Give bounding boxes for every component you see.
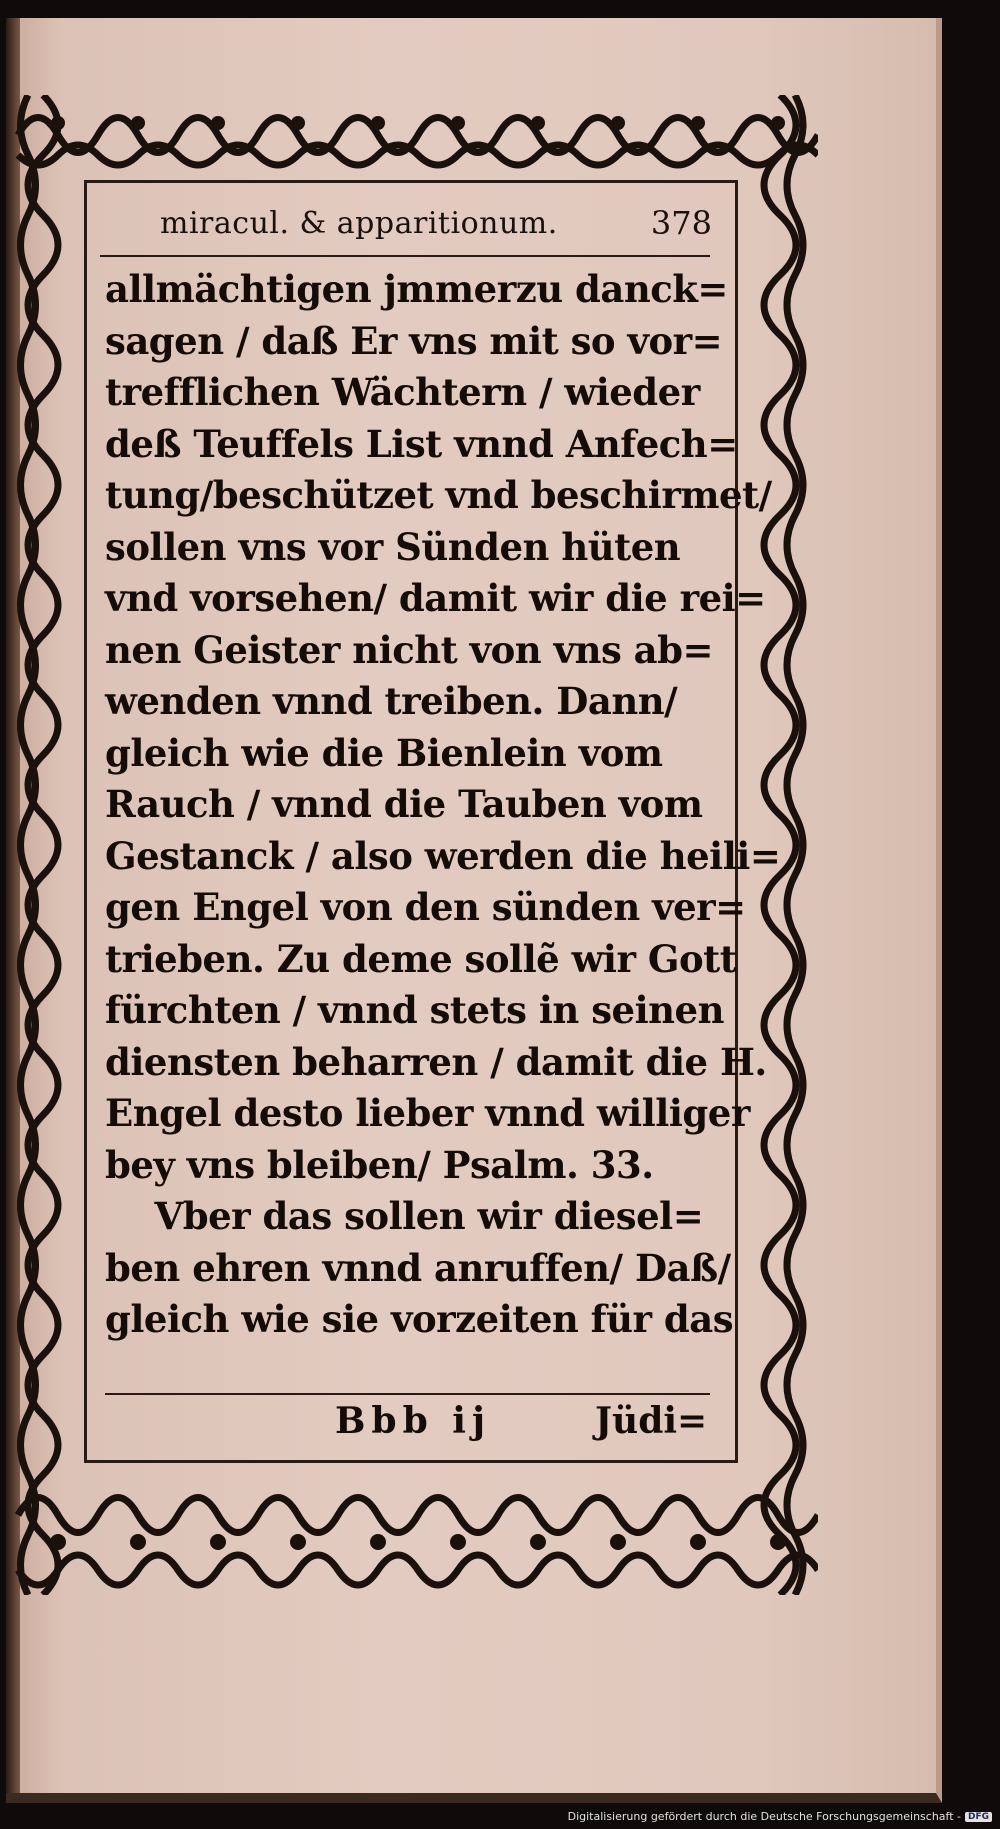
text-line: sollen vns vor Sünden hüten	[105, 524, 681, 569]
text-line: gleich wie die Bienlein vom	[105, 730, 663, 775]
text-line: allmächtigen jmmerzu danck=	[105, 267, 728, 311]
dfg-logo: DFG	[965, 1812, 992, 1822]
text-line: Engel desto lieber vnnd williger	[105, 1091, 750, 1135]
text-line: diensten beharren / damit die H.	[105, 1039, 767, 1084]
text-line: trieben. Zu deme sollẽ wir Gott	[105, 936, 737, 981]
header-rule	[100, 255, 710, 257]
text-line: sagen / daß Er vns mit so vor=	[105, 318, 723, 363]
credit-text: Digitalisierung gefördert durch die Deutsche Forschungsgemeinschaft -	[567, 1810, 961, 1823]
page-number: 378	[650, 204, 712, 242]
text-line: wenden vnnd treiben. Dann/	[105, 679, 678, 723]
text-line: gen Engel von den sünden ver=	[105, 885, 746, 929]
text-line: bey vns bleiben/ Psalm. 33.	[105, 1142, 654, 1187]
text-line: deß Teuffels List vnnd Anfech=	[105, 421, 738, 466]
body-text	[105, 264, 781, 1346]
text-line: vnd vorsehen/ damit wir die rei=	[105, 576, 766, 620]
catchword: Jüdi=	[595, 1400, 708, 1442]
footer-rule	[105, 1393, 710, 1395]
ornamental-border-left	[8, 95, 78, 1595]
ornamental-border-top	[8, 95, 818, 179]
signature-mark: Bbb ij	[335, 1400, 492, 1442]
text-line: Vber das sollen wir diesel=	[105, 1194, 704, 1238]
text-line: gleich wie sie vorzeiten für das	[105, 1297, 734, 1341]
text-line: ben ehren vnnd anruffen/ Daß/	[105, 1245, 731, 1290]
text-line: tung/beschützet vnd beschirmet/	[105, 473, 772, 517]
text-line: Gestanck / also werden die heili=	[105, 833, 781, 878]
text-line: Rauch / vnnd die Tauben vom	[105, 782, 703, 826]
ornamental-border-bottom	[8, 1470, 818, 1620]
text-line: nen Geister nicht von vns ab=	[105, 627, 714, 672]
running-title: miracul. & apparitionum.	[160, 206, 558, 241]
frame-bottom-rule	[84, 1460, 735, 1463]
digitization-credit	[568, 1810, 992, 1823]
text-line: trefflichen Wächtern / wieder	[105, 370, 700, 414]
text-line: fürchten / vnnd stets in seinen	[105, 988, 724, 1032]
page-header	[100, 200, 720, 250]
